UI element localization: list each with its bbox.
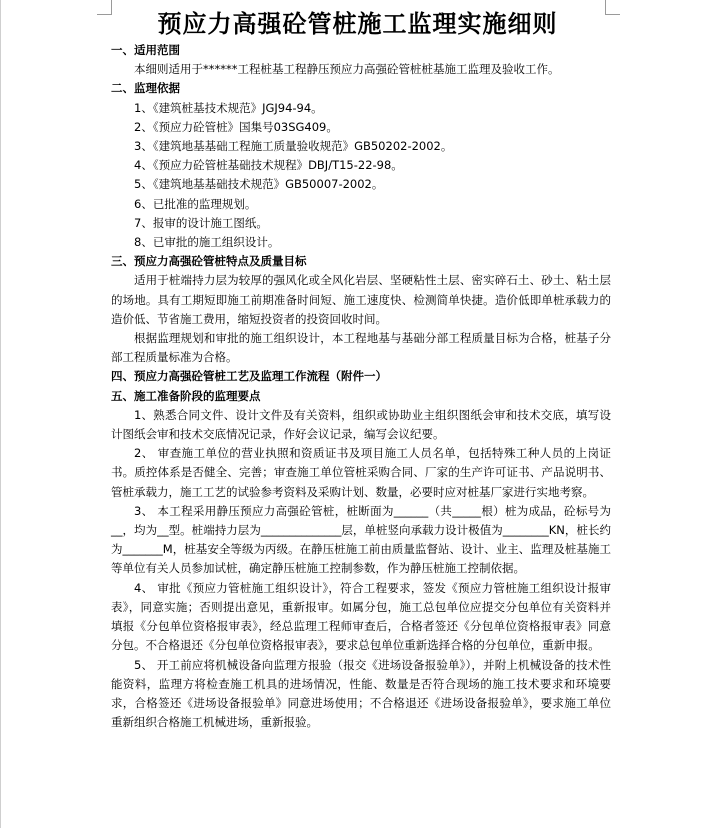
left-edge-line	[0, 0, 1, 828]
section-heading-scope: 一、适用范围	[111, 43, 180, 57]
basis-item: 7、报审的设计施工图纸。	[134, 215, 268, 230]
section-heading-preparation: 五、施工准备阶段的监理要点	[111, 388, 261, 403]
document-body	[111, 41, 611, 732]
scope-paragraph: 本细则适用于******工程桩基工程静压预应力高强砼管桩桩基施工监理及验收工作。	[134, 62, 560, 77]
section-heading-features: 三、预应力高强砼管桩特点及质量目标	[111, 254, 307, 269]
document-title: 预应力高强砼管桩施工监理实施细则	[157, 9, 558, 38]
section-heading-basis: 二、监理依据	[111, 81, 180, 96]
quality-target-paragraph: 根据监理规划和审批的施工组织设计，本工程地基与基础分部工程质量目标为合格，桩基子分部工程质量标准为合格。	[111, 331, 611, 365]
preparation-paragraph-5: 5、 开工前应将机械设备向监理方报验（报交《进场设备报验单》），并附上机械设备的技术性能资料，监理方将检查施工机具的进场情况，性能、数量是否符合现场的施工技术要求和环境要求，合格签还《进场设备报验单》同意进场使用；不合格退还《进场设备报验单》，要求施工单位重新组织合格施工机械进场，重新报验。	[111, 657, 611, 730]
basis-item: 5、《建筑地基基础技术规范》GB50007-2002。	[134, 177, 384, 192]
features-paragraph: 适用于桩端持力层为较厚的强风化或全风化岩层、坚硬粘性土层、密实碎石土、砂土、粘土层的场地。具有工期短即施工前期准备时间短、施工速度快、检测简单快捷。造价低即单桩承载力的造价低、节省施工费用，缩短投资者的投资回收时间。	[111, 273, 611, 326]
basis-item: 6、已批准的监理规划。	[134, 196, 257, 211]
preparation-paragraph-3: 3、 本工程采用静压预应力高强砼管桩，桩断面为______（共_____根）桩为成品，砼标号为__，均为__型。桩端持力层为______________层，单桩竖向承载力设计极值为________KN，桩长约为_______M，桩基安全等级为丙级。在静压桩施工前由质量监督站、设计、业主、监理及桩基施工等单位有关人员参加试桩，确定静压桩施工控制参数，作为静压桩施工控制依据。	[111, 503, 611, 576]
section-heading-process: 四、预应力高强砼管桩工艺及监理工作流程（附件一）	[111, 369, 387, 384]
preparation-paragraph-2: 2、 审查施工单位的营业执照和资质证书及项目施工人员名单，包括特殊工种人员的上岗证书。质控体系是否健全、完善；审查施工单位管桩采购合同、厂家的生产许可证书、产品说明书、管桩承载力，施工工艺的试验参考资料及采购计划、数量，必要时应对桩基厂家进行实地考察。	[111, 446, 611, 499]
preparation-paragraph-4: 4、 审批《预应力管桩施工组织设计》，符合工程要求，签发《预应力管桩施工组织设计报审表》，同意实施；否则提出意见，重新报审。如属分包，施工总包单位应提交分包单位有关资料并填报《分包单位资格报审表》，经总监理工程师审查后，合格者签还《分包单位资格报审表》同意分包。不合格退还《分包单位资格报审表》，要求总包单位重新选择合格的分包单位，重新申报。	[111, 580, 611, 653]
basis-item: 8、已审批的施工组织设计。	[134, 235, 280, 250]
basis-item: 4、《预应力砼管桩基础技术规程》DBJ/T15-22-98。	[134, 158, 403, 173]
preparation-paragraph-1: 1、熟悉合同文件、设计文件及有关资料，组织或协助业主组织图纸会审和技术交底，填写设计图纸会审和技术交底情况记录，作好会议记录，编写会议纪要。	[111, 407, 611, 442]
basis-item: 3、《建筑地基基础工程施工质量验收规范》GB50202-2002。	[134, 139, 453, 154]
basis-item: 1、《建筑桩基技术规范》JGJ94-94。	[134, 100, 323, 115]
basis-item: 2、《预应力砼管桩》国集号03SG409。	[134, 119, 338, 134]
